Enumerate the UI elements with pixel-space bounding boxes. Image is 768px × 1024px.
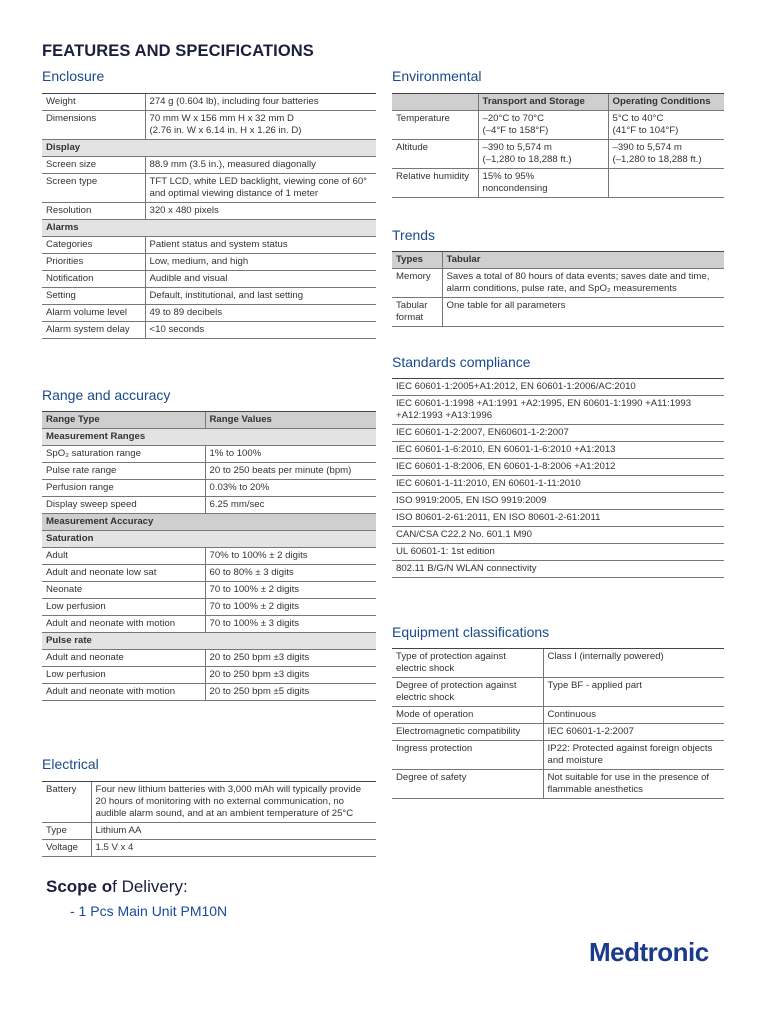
row-label: Resolution: [42, 203, 145, 220]
row-label: Low perfusion: [42, 599, 205, 616]
row-label: Low perfusion: [42, 667, 205, 684]
equipment-title: Equipment classifications: [392, 624, 550, 640]
range-header-type: Range Type: [42, 412, 205, 429]
subheading-row: [42, 633, 376, 650]
standard-text: IEC 60601-1-11:2010, EN 60601-1-11:2010: [392, 476, 724, 493]
subheading-label: Saturation: [42, 531, 376, 548]
row-label: Dimensions: [42, 111, 145, 140]
row-label: Altitude: [392, 140, 478, 169]
table-row: [392, 649, 724, 678]
table-row: [42, 840, 376, 857]
equipment-table: [392, 648, 724, 799]
row-value: Audible and visual: [145, 271, 376, 288]
table-row: [42, 254, 376, 271]
row-value: 70 mm W x 156 mm H x 32 mm D (2.76 in. W x 6.14 in. H x 1.26 in. D): [145, 111, 376, 140]
subheading-label: Pulse rate: [42, 633, 376, 650]
row-label: Ingress protection: [392, 741, 543, 770]
row-value: 1% to 100%: [205, 446, 376, 463]
scope-title-bold: Scope o: [46, 877, 113, 896]
electrical-table: [42, 781, 376, 857]
enclosure-title: Enclosure: [42, 68, 105, 84]
table-row: [42, 497, 376, 514]
subheading-row: [42, 514, 376, 531]
row-value: <10 seconds: [145, 322, 376, 339]
row-label: Adult and neonate with motion: [42, 684, 205, 701]
row-label: Pulse rate range: [42, 463, 205, 480]
table-row: [42, 271, 376, 288]
list-item: [392, 527, 724, 544]
table-row: [392, 707, 724, 724]
row-value: Class I (internally powered): [543, 649, 724, 678]
table-row: [42, 480, 376, 497]
row-value: 20 to 250 bpm ±3 digits: [205, 650, 376, 667]
row-label: Type: [42, 823, 91, 840]
row-label: Tabular format: [392, 298, 442, 327]
row-value: 20 to 250 beats per minute (bpm): [205, 463, 376, 480]
list-item: [392, 379, 724, 396]
row-label: Adult and neonate with motion: [42, 616, 205, 633]
table-row: [42, 599, 376, 616]
row-label: Mode of operation: [392, 707, 543, 724]
table-row: [392, 269, 724, 298]
subheading-label: Alarms: [42, 220, 376, 237]
row-value: 70% to 100% ± 2 digits: [205, 548, 376, 565]
medtronic-logo: Medtronic: [589, 937, 709, 967]
table-row: [42, 288, 376, 305]
table-row: [42, 111, 376, 140]
row-value: IP22: Protected against foreign objects and moisture: [543, 741, 724, 770]
standard-text: UL 60601-1: 1st edition: [392, 544, 724, 561]
standards-table: [392, 378, 724, 578]
row-label: Priorities: [42, 254, 145, 271]
row-value: IEC 60601-1-2:2007: [543, 724, 724, 741]
env-header-operating: Operating Conditions: [608, 94, 724, 111]
list-item: [392, 425, 724, 442]
row-operating: –390 to 5,574 m (–1,280 to 18,288 ft.): [608, 140, 724, 169]
table-row: [42, 782, 376, 823]
row-value: 320 x 480 pixels: [145, 203, 376, 220]
environmental-title: Environmental: [392, 68, 482, 84]
table-row: [42, 582, 376, 599]
table-row: [42, 565, 376, 582]
row-label: Type of protection against electric shock: [392, 649, 543, 678]
row-label: Relative humidity: [392, 169, 478, 198]
list-item: [392, 544, 724, 561]
subheading-row: [42, 220, 376, 237]
row-label: Screen size: [42, 157, 145, 174]
trends-table: [392, 251, 724, 327]
subheading-row: [42, 531, 376, 548]
row-value: Not suitable for use in the presence of flammable anesthetics: [543, 770, 724, 799]
row-label: Adult: [42, 548, 205, 565]
table-row: [42, 616, 376, 633]
row-value: Continuous: [543, 707, 724, 724]
row-label: Adult and neonate low sat: [42, 565, 205, 582]
row-value: 1.5 V x 4: [91, 840, 376, 857]
row-value: 70 to 100% ± 3 digits: [205, 616, 376, 633]
table-row: [42, 157, 376, 174]
env-header-transport: Transport and Storage: [478, 94, 608, 111]
table-row: [42, 174, 376, 203]
row-label: Battery: [42, 782, 91, 823]
table-row: [42, 650, 376, 667]
table-row: [42, 823, 376, 840]
row-transport: 15% to 95% noncondensing: [478, 169, 608, 198]
standard-text: ISO 80601-2-61:2011, EN ISO 80601-2-61:2011: [392, 510, 724, 527]
enclosure-table: [42, 93, 376, 339]
row-label: Alarm volume level: [42, 305, 145, 322]
subheading-row: [42, 140, 376, 157]
subheading-label: Measurement Ranges: [42, 429, 376, 446]
standard-text: IEC 60601-1:2005+A1:2012, EN 60601-1:2006/AC:2010: [392, 379, 724, 396]
standards-title: Standards compliance: [392, 354, 531, 370]
list-item: [392, 442, 724, 459]
row-value: Lithium AA: [91, 823, 376, 840]
row-transport: –20°C to 70°C (–4°F to 158°F): [478, 111, 608, 140]
page-title: FEATURES AND SPECIFICATIONS: [42, 42, 314, 60]
standard-text: IEC 60601-1-6:2010, EN 60601-1-6:2010 +A1:2013: [392, 442, 724, 459]
subheading-label: Display: [42, 140, 376, 157]
table-row: [392, 770, 724, 799]
list-item: [392, 510, 724, 527]
subheading-label: Measurement Accuracy: [42, 514, 376, 531]
table-row: [42, 203, 376, 220]
row-label: Setting: [42, 288, 145, 305]
standard-text: IEC 60601-1-2:2007, EN60601-1-2:2007: [392, 425, 724, 442]
table-row: [42, 305, 376, 322]
trends-header-types: Types: [392, 252, 442, 269]
subheading-row: [42, 429, 376, 446]
list-item: [392, 459, 724, 476]
environmental-table: [392, 93, 724, 198]
table-row: [392, 111, 724, 140]
table-row: [392, 140, 724, 169]
standard-text: IEC 60601-1:1998 +A1:1991 +A2:1995, EN 60601-1:1990 +A11:1993 +A12:1993 +A13:1996: [392, 396, 724, 425]
row-label: Degree of protection against electric shock: [392, 678, 543, 707]
row-value: 49 to 89 decibels: [145, 305, 376, 322]
standard-text: CAN/CSA C22.2 No. 601.1 M90: [392, 527, 724, 544]
row-label: Alarm system delay: [42, 322, 145, 339]
table-row: [392, 741, 724, 770]
table-row: [392, 678, 724, 707]
table-row: [392, 724, 724, 741]
electrical-title: Electrical: [42, 756, 99, 772]
row-value: Default, institutional, and last setting: [145, 288, 376, 305]
row-value: Type BF - applied part: [543, 678, 724, 707]
list-item: [392, 476, 724, 493]
list-item: [392, 396, 724, 425]
scope-title: [46, 877, 188, 897]
env-header-blank: [392, 94, 478, 111]
row-value: Patient status and system status: [145, 237, 376, 254]
row-value: Four new lithium batteries with 3,000 mAh will typically provide 20 hours of monitoring with no external communication, no audible alarm sound, and at an ambient temperature of 25°C: [91, 782, 376, 823]
standard-text: IEC 60601-1-8:2006, EN 60601-1-8:2006 +A1:2012: [392, 459, 724, 476]
range-header-values: Range Values: [205, 412, 376, 429]
row-label: Categories: [42, 237, 145, 254]
row-value: TFT LCD, white LED backlight, viewing cone of 60° and optimal viewing distance of 1 meter: [145, 174, 376, 203]
row-label: Electromagnetic compatibility: [392, 724, 543, 741]
row-value: Low, medium, and high: [145, 254, 376, 271]
table-row: [392, 298, 724, 327]
row-label: Weight: [42, 94, 145, 111]
row-value: 0.03% to 20%: [205, 480, 376, 497]
table-row: [42, 463, 376, 480]
table-row: [42, 322, 376, 339]
table-row: [392, 169, 724, 198]
standard-text: ISO 9919:2005, EN ISO 9919:2009: [392, 493, 724, 510]
row-label: Degree of safety: [392, 770, 543, 799]
list-item: [392, 561, 724, 578]
row-label: Temperature: [392, 111, 478, 140]
scope-title-rest: f Delivery:: [112, 877, 188, 896]
table-row: [42, 548, 376, 565]
row-value: 88.9 mm (3.5 in.), measured diagonally: [145, 157, 376, 174]
row-label: Perfusion range: [42, 480, 205, 497]
row-label: SpO₂ saturation range: [42, 446, 205, 463]
row-value: 20 to 250 bpm ±3 digits: [205, 667, 376, 684]
scope-item: - 1 Pcs Main Unit PM10N: [70, 903, 228, 919]
row-label: Voltage: [42, 840, 91, 857]
row-value: 6.25 mm/sec: [205, 497, 376, 514]
range-table: [42, 411, 376, 701]
table-row: [42, 446, 376, 463]
trends-title: Trends: [392, 227, 436, 243]
row-value: One table for all parameters: [442, 298, 724, 327]
row-label: Adult and neonate: [42, 650, 205, 667]
row-value: 70 to 100% ± 2 digits: [205, 599, 376, 616]
standard-text: 802.11 B/G/N WLAN connectivity: [392, 561, 724, 578]
row-value: 20 to 250 bpm ±5 digits: [205, 684, 376, 701]
row-label: Screen type: [42, 174, 145, 203]
list-item: [392, 493, 724, 510]
table-row: [42, 94, 376, 111]
row-operating: [608, 169, 724, 198]
row-transport: –390 to 5,574 m (–1,280 to 18,288 ft.): [478, 140, 608, 169]
table-row: [42, 667, 376, 684]
range-title: Range and accuracy: [42, 387, 171, 403]
trends-header-tabular: Tabular: [442, 252, 724, 269]
row-operating: 5°C to 40°C (41°F to 104°F): [608, 111, 724, 140]
row-value: Saves a total of 80 hours of data events; saves date and time, alarm conditions, pulse rate, and SpO₂ measurements: [442, 269, 724, 298]
row-label: Notification: [42, 271, 145, 288]
row-value: 274 g (0.604 lb), including four batteries: [145, 94, 376, 111]
row-label: Memory: [392, 269, 442, 298]
row-value: 70 to 100% ± 2 digits: [205, 582, 376, 599]
table-row: [42, 684, 376, 701]
table-row: [42, 237, 376, 254]
row-label: Display sweep speed: [42, 497, 205, 514]
row-label: Neonate: [42, 582, 205, 599]
row-value: 60 to 80% ± 3 digits: [205, 565, 376, 582]
